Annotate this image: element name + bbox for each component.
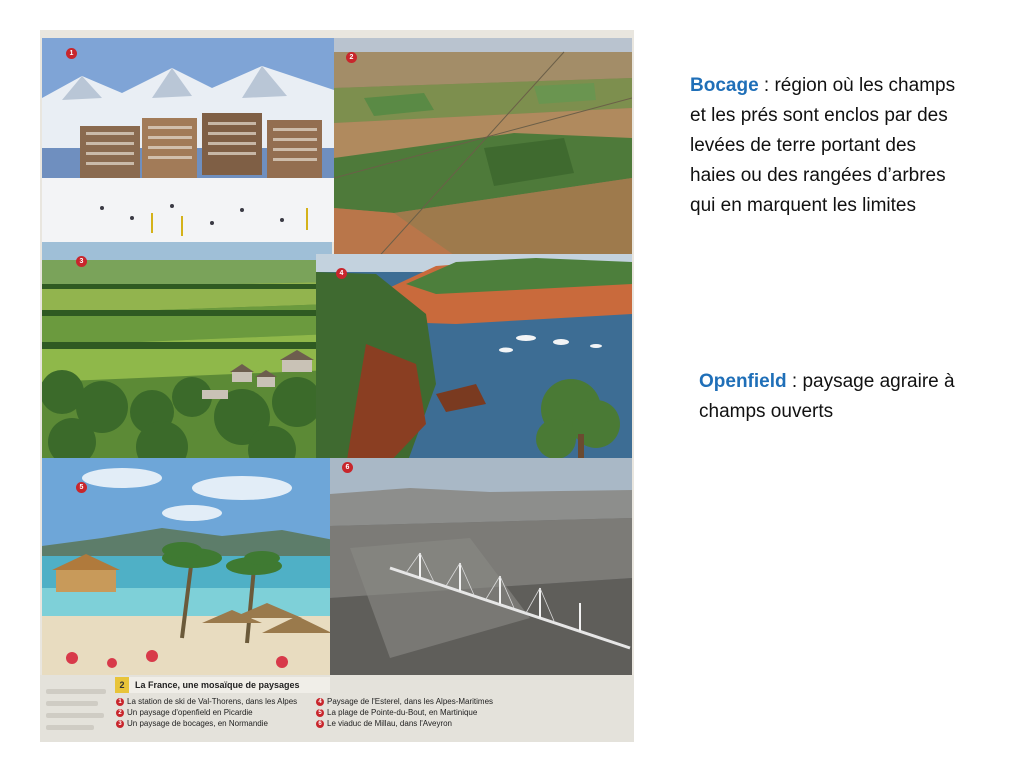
photo-number-6: 6 [342, 462, 353, 473]
caption-item-text: La plage de Pointe-du-Bout, en Martinique [327, 708, 478, 717]
esterel-image [316, 254, 632, 466]
definition-term-bocage: Bocage [690, 75, 759, 96]
photo-number-2: 2 [346, 52, 357, 63]
caption-heading [115, 677, 330, 693]
caption-item-text: Un paysage d'openfield en Picardie [127, 708, 253, 717]
faded-text-line [46, 725, 94, 730]
photo-ski-station [42, 38, 334, 242]
photo-number-5: 5 [76, 482, 87, 493]
caption-item [316, 718, 493, 729]
definition-term-openfield: Openfield [699, 371, 787, 392]
caption-item [116, 718, 297, 729]
photo-bocage [42, 242, 332, 458]
faded-text-line [46, 701, 98, 706]
caption-item-number: 2 [116, 709, 124, 717]
caption-list-left [116, 696, 297, 729]
caption-item-text: Le viaduc de Millau, dans l'Aveyron [327, 719, 453, 728]
ski-station-image [42, 38, 334, 242]
viaduct-image [330, 458, 632, 675]
caption-item-text: Paysage de l'Esterel, dans les Alpes-Maritimes [327, 697, 494, 706]
faded-text-line [46, 689, 106, 694]
caption-item-number: 6 [316, 720, 324, 728]
definition-openfield [699, 367, 989, 427]
definition-separator: : [758, 75, 775, 96]
photo-openfield [334, 38, 632, 262]
caption-item-number: 4 [316, 698, 324, 706]
caption-item [116, 707, 297, 718]
faded-text-line [46, 713, 104, 718]
photo-viaduct [330, 458, 632, 675]
photo-number-3: 3 [76, 256, 87, 267]
photo-beach [42, 458, 334, 675]
caption-item-text: La station de ski de Val-Thorens, dans les Alpes [127, 697, 298, 706]
textbook-page-scan [40, 30, 634, 742]
definition-separator: : [786, 371, 803, 392]
caption-item-number: 5 [316, 709, 324, 717]
caption-item-number: 1 [116, 698, 124, 706]
openfield-image [334, 38, 632, 262]
caption-item [116, 696, 297, 707]
caption-tag: 2 [115, 677, 129, 693]
caption-item [316, 707, 493, 718]
bocage-image [42, 242, 332, 458]
photo-esterel [316, 254, 632, 466]
caption-item-number: 3 [116, 720, 124, 728]
caption-list-right [316, 696, 493, 729]
photo-number-4: 4 [336, 268, 347, 279]
definition-bocage [690, 71, 960, 221]
caption-item [316, 696, 493, 707]
definition-text-bocage: région où les champs et les prés sont enclos par des levées de terre portant des haies ou des rangées d’arbres qui en marquent les limites [690, 75, 956, 216]
definition-text-openfield: paysage agraire à champs ouverts [699, 371, 955, 422]
photo-number-1: 1 [66, 48, 77, 59]
caption-item-text: Un paysage de bocages, en Normandie [127, 719, 268, 728]
caption-title: La France, une mosaïque de paysages [135, 680, 300, 690]
